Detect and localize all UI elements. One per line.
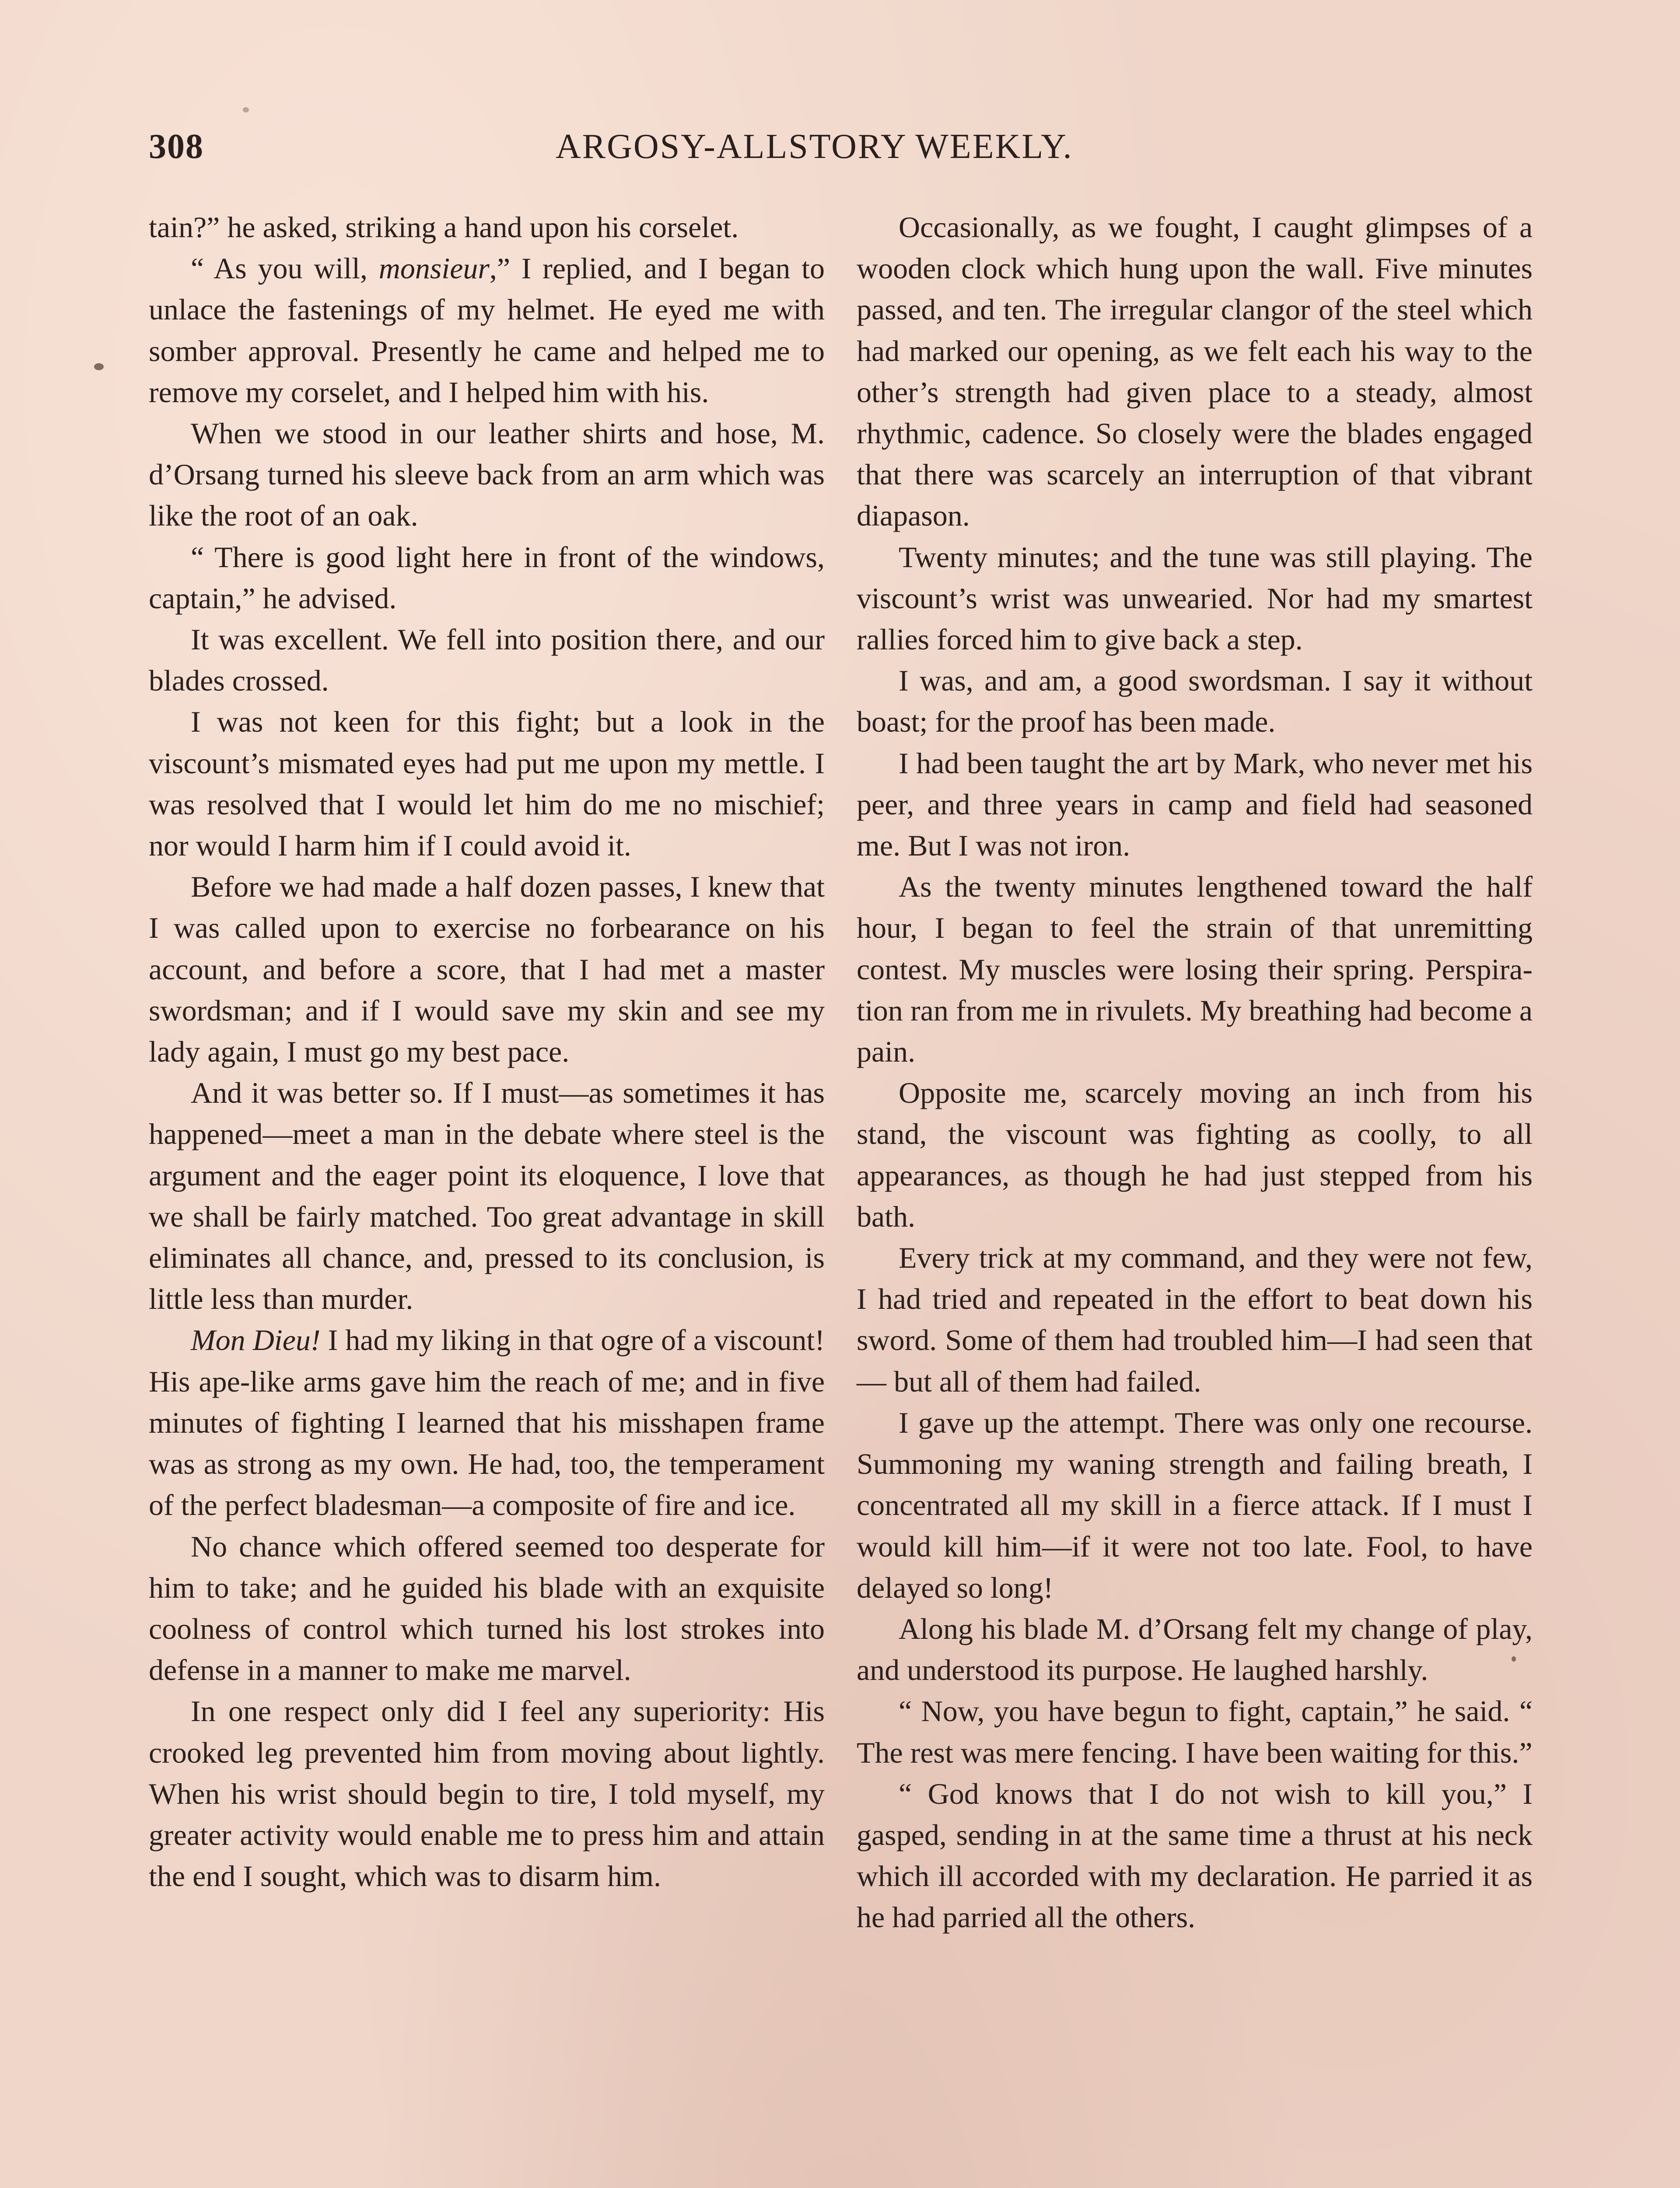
paragraph: Before we had made a half dozen passes, I knew that I was called upon to exercise no forbearance on his account, and before a score, that I had met a master swordsman; and if I would save my skin and see my lady again, I must go my best pace.	[149, 870, 825, 1069]
paragraph: I was not keen for this fight; but a look in the viscount’s mismated eyes had put me upon my mettle. I was resolved that I would let him do me no mischief; nor would I harm him if I could avoid it.	[149, 705, 825, 863]
page-header	[149, 127, 1536, 175]
paragraph: “ God knows that I do not wish to kill you,” I gasped, sending in at the same time a thrust at his neck which ill accorded with my declaration. He parried it as he had parried all the others.	[857, 1777, 1533, 1934]
paragraph: “ There is good light here in front of the windows, captain,” he advised.	[149, 540, 825, 615]
left-column	[149, 207, 825, 1897]
italic-phrase: monsieur	[378, 252, 490, 285]
paragraph: Along his blade M. d’Orsang felt my change of play, and understood its purpose. He laughed harshly.	[857, 1612, 1533, 1687]
paragraph: Opposite me, scarcely moving an inch from his stand, the viscount was fighting as coolly, to all appearances, as though he had just stepped from his bath.	[857, 1076, 1533, 1233]
right-column	[857, 207, 1533, 1938]
paragraph: “ Now, you have begun to fight, captain,” he said. “ The rest was mere fencing. I have been waiting for this.”	[857, 1694, 1533, 1769]
print-speck	[1512, 1656, 1516, 1662]
paragraph: I had been taught the art by Mark, who never met his peer, and three years in camp and field had seasoned me. But I was not iron.	[857, 746, 1533, 863]
paragraph: And it was better so. If I must—as sometimes it has happened—meet a man in the debate where steel is the argument and the eager point its eloquence, I love that we shall be fairly matched. Too great advantage in skill eliminates all chance, and, pressed to its conclusion, is little less than murder.	[149, 1076, 825, 1316]
running-title: ARGOSY-ALLSTORY WEEKLY.	[556, 127, 1073, 166]
paragraph: Every trick at my command, and they were not few, I had tried and repeated in the effort to beat down his sword. Some of them had troubled him—I had seen that— but all of them had failed.	[857, 1241, 1533, 1398]
paragraph: Occasionally, as we fought, I caught glimpses of a wooden clock which hung upon the wall. Five minutes passed, and ten. The irregular clangor of the steel which had marked our opening, as we felt each his way to the other’s strength had given place to a steady, almost rhythmic, cadence. So closely were the blades engaged that there was scarcely an interruption of that vibrant diapason.	[857, 210, 1533, 533]
paragraph: When we stood in our leather shirts and hose, M. d’Orsang turned his sleeve back from an arm which was like the root of an oak.	[149, 417, 825, 533]
paragraph: No chance which offered seemed too desperate for him to take; and he guided his blade with an exquisite coolness of control which turned his lost strokes into defense in a manner to make me marvel.	[149, 1529, 825, 1687]
paragraph: Mon Dieu! I had my liking in that ogre of a viscount! His ape-like arms gave him the reach of me; and in five minutes of fighting I learned that his misshapen frame was as strong as my own. He had, too, the temperament of the perfect bladesman—a composite of fire and ice.	[149, 1323, 825, 1522]
paragraph: Twenty minutes; and the tune was still playing. The viscount’s wrist was unwearied. Nor had my smartest rallies forced him to give back a step.	[857, 540, 1533, 656]
italic-phrase: Mon Dieu!	[191, 1323, 321, 1357]
paragraph: In one respect only did I feel any superiority: His crooked leg prevented him from moving about lightly. When his wrist should begin to tire, I told myself, my greater activity would enable me to press him and attain the end I sought, which was to disarm him.	[149, 1694, 825, 1893]
paragraph: It was excellent. We fell into position there, and our blades crossed.	[149, 623, 825, 698]
paragraph: “ As you will, monsieur,” I replied, and I began to unlace the fastenings of my helmet. He eyed me with somber approval. Presently he came and helped me to remove my corselet, and I helped him with his.	[149, 252, 825, 409]
paragraph: tain?” he asked, striking a hand upon his corselet.	[149, 210, 739, 244]
print-speck	[243, 107, 249, 112]
paragraph: I gave up the attempt. There was only one recourse. Summoning my waning strength and failing breath, I concentrated all my skill in a fierce attack. If I must I would kill him—if it were not too late. Fool, to have delayed so long!	[857, 1406, 1533, 1604]
page-number: 308	[149, 127, 204, 166]
print-speck	[94, 363, 104, 370]
paragraph: As the twenty minutes lengthened toward the half hour, I began to feel the strain of that unremitting contest. My muscles were losing their spring. Perspiration ran from me in rivulets. My breathing had become a pain.	[857, 870, 1533, 1069]
paragraph: I was, and am, a good swordsman. I say it without boast; for the proof has been made.	[857, 664, 1533, 739]
